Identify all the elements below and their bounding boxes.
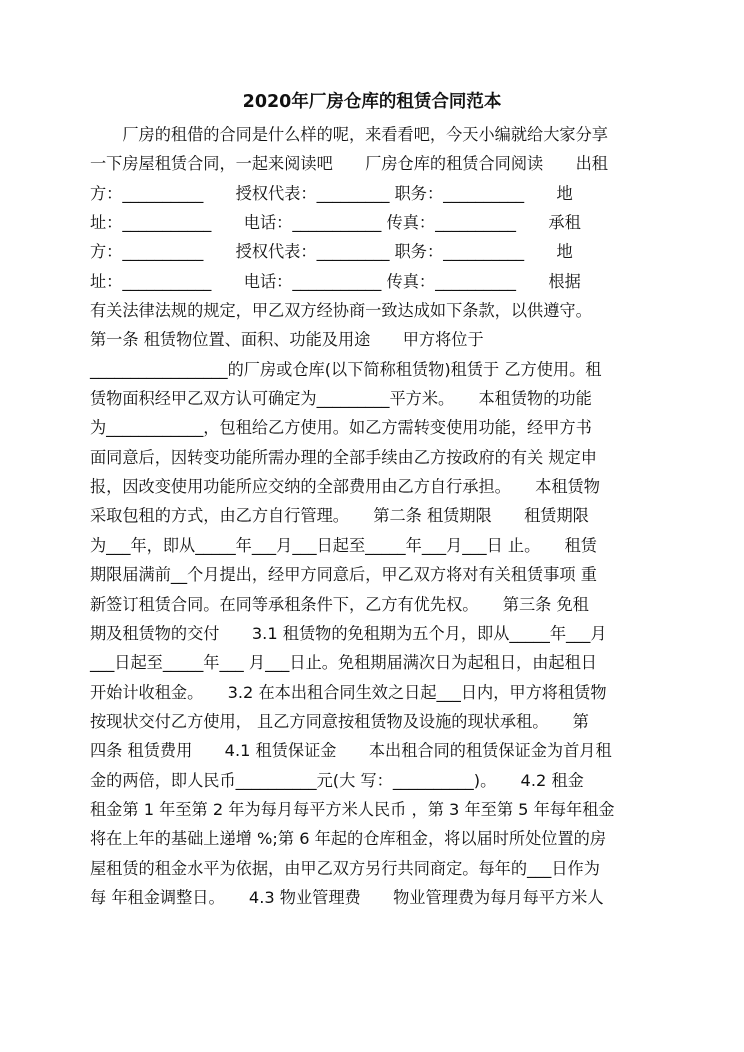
text-line: 开始计收租金。 3.2 在本出租合同生效之日起___日内，甲方将租赁物	[90, 682, 607, 702]
text-line: 方：__________ 授权代表：_________ 职务：__________ 地	[90, 183, 573, 203]
text-line: 一下房屋租赁合同，一起来阅读吧 厂房仓库的租赁合同阅读 出租	[90, 154, 608, 174]
text-line: 址：___________ 电话：___________ 传真：__________ 承租	[90, 213, 581, 233]
document-body	[90, 120, 660, 912]
text-line: ___日起至_____年___ 月___日止。免租期届满次日为起租日，由起租日	[90, 653, 597, 673]
text-line: 为___年，即从_____年___月___日起至_____年___月___日 止。 租赁	[90, 535, 597, 555]
text-line: 期及租赁物的交付 3.1 租赁物的免租期为五个月，即从_____年___月	[90, 623, 607, 643]
document-title: 2020年厂房仓库的租赁合同范本	[242, 92, 502, 112]
text-line: 按现状交付乙方使用， 且乙方同意按租赁物及设施的现状承租。 第	[90, 711, 589, 731]
text-line: 厂房的租借的合同是什么样的呢，来看看吧，今天小编就给大家分享	[90, 125, 608, 144]
text-line: _________________的厂房或仓库(以下简称租赁物)租赁于 乙方使用。租	[90, 359, 602, 379]
text-line: 四条 租赁费用 4.1 租赁保证金 本出租合同的租赁保证金为首月租	[90, 741, 612, 761]
text-line: 赁物面积经甲乙双方认可确定为_________平方米。 本租赁物的功能	[90, 389, 592, 409]
text-line: 期限届满前__个月提出，经甲方同意后，甲乙双方将对有关租赁事项 重	[90, 565, 597, 585]
text-line: 租金第 1 年至第 2 年为每月每平方米人民币 ，第 3 年至第 5 年每年租金	[90, 799, 615, 819]
text-line: 为____________，包租给乙方使用。如乙方需转变使用功能，经甲方书	[90, 418, 592, 438]
text-line: 新签订租赁合同。在同等承租条件下，乙方有优先权。 第三条 免租	[90, 594, 589, 614]
text-line: 将在上年的基础上递增 %;第 6 年起的仓库租金，将以届时所处位置的房	[90, 829, 607, 849]
text-line: 屋租赁的租金水平为依据，由甲乙双方另行共同商定。每年的___日作为	[90, 858, 600, 878]
text-line: 报，因改变使用功能所应交纳的全部费用由乙方自行承担。 本租赁物	[90, 477, 600, 497]
text-line: 每 年租金调整日。 4.3 物业管理费 物业管理费为每月每平方米人	[90, 887, 604, 907]
text-line: 面同意后，因转变功能所需办理的全部手续由乙方按政府的有关 规定申	[90, 447, 597, 467]
text-line: 有关法律法规的规定，甲乙双方经协商一致达成如下条款，以供遵守。	[90, 301, 592, 321]
text-line: 址：___________ 电话：___________ 传真：__________ 根据	[90, 271, 581, 291]
text-line: 金的两倍，即人民币__________元(大 写：__________)。 4.2 租金	[90, 770, 584, 790]
text-line: 采取包租的方式，由乙方自行管理。 第二条 租赁期限 租赁期限	[90, 506, 589, 526]
text-line: 方：__________ 授权代表：_________ 职务：__________ 地	[90, 242, 573, 262]
text-line: 第一条 租赁物位置、面积、功能及用途 甲方将位于	[90, 330, 484, 350]
